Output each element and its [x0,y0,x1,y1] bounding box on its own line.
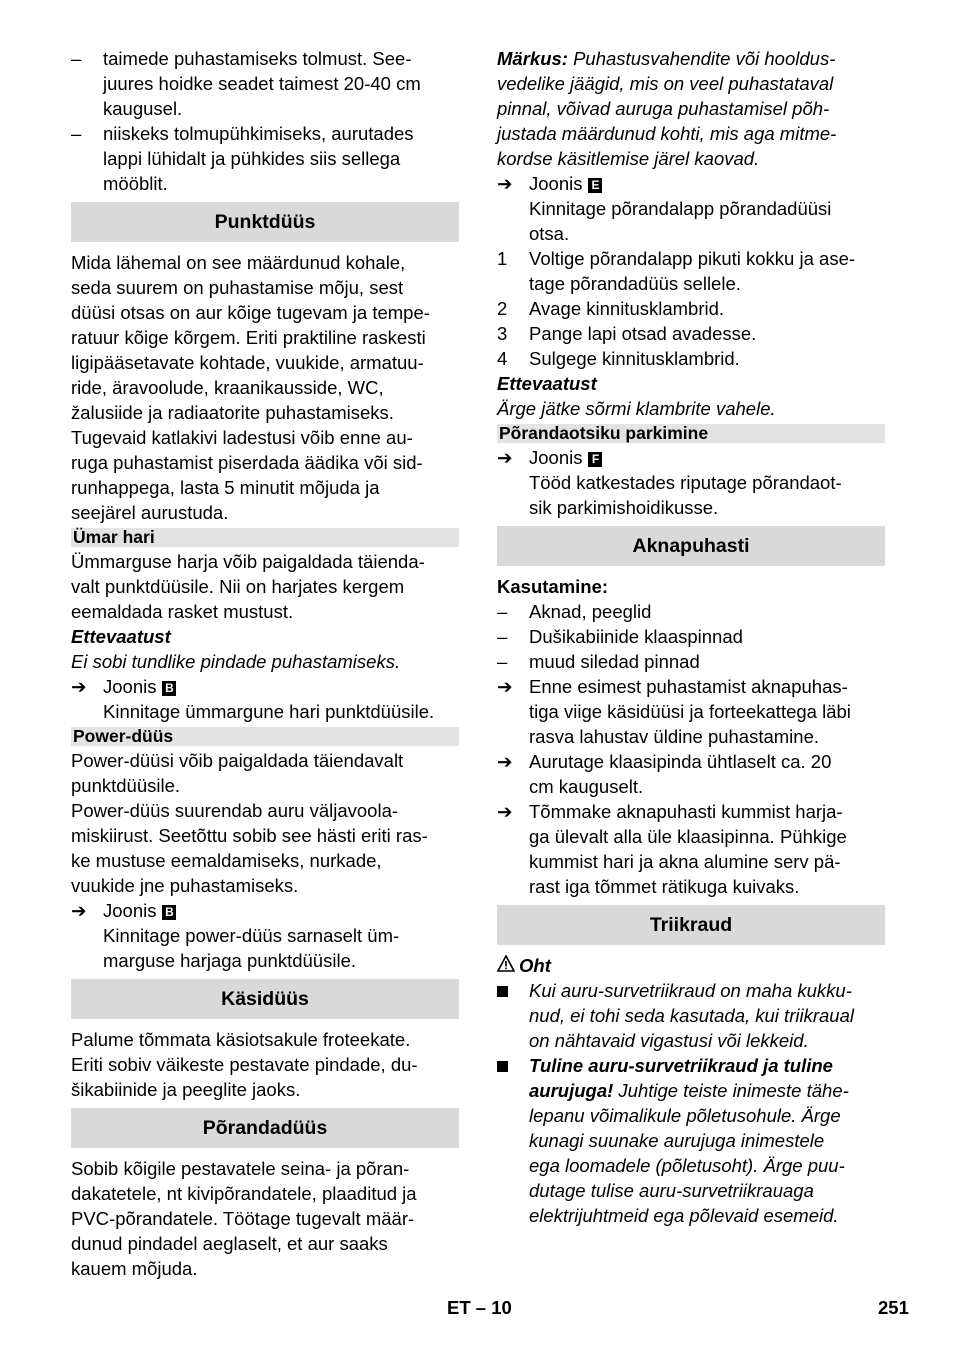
square-bullet-icon [497,1053,527,1078]
arrow-right-icon: ➔ [497,173,513,194]
list-item: 4 Sulgege kinnitusklambrid. [497,348,740,369]
warning-triangle-icon [497,953,519,978]
caution-text: Ei sobi tundlike pindade puhastamiseks. [71,651,401,672]
list-item: juures hoidke seadet taimest 20-40 cm [103,73,421,94]
arrow-right-icon: ➔ [71,900,87,921]
list-item: – Dušikabiinide klaaspinnad [497,626,743,647]
section-heading-punktduus: Punktdüüs [71,202,459,242]
figure-letter-badge: B [162,681,176,696]
subheading-parking: Põrandaotsiku parkimine [497,424,885,443]
section-heading-porandaduus: Põrandadüüs [71,1108,459,1148]
list-item: 2 Avage kinnitusklambrid. [497,298,725,319]
figure-ref: ➔ Joonis B [71,674,459,699]
section-heading-aknapuhasti: Aknapuhasti [497,526,885,566]
figure-letter-badge: B [162,905,176,920]
subheading-power-duus: Power-düüs [71,727,459,746]
subheading-umar-hari: Ümar hari [71,528,459,547]
arrow-right-icon: ➔ [497,801,513,822]
list-item: – Aknad, peeglid [497,601,652,622]
list-item: 1 Voltige põrandalapp pikuti kokku ja ase- [497,248,856,269]
list-item: lappi lühidalt ja pühkides siis sellega [103,148,401,169]
list-item: 3 Pange lapi otsad avadesse. [497,323,757,344]
figure-ref: ➔ Joonis E [497,171,885,196]
figure-letter-badge: F [588,452,602,467]
note: Märkus: Puhastusvahendite või hooldus- [497,48,836,69]
list-item: ➔ Enne esimest puhastamist aknapuhas- [497,676,848,697]
left-column: – taimede puhastamiseks tolmust. See- juures hoidke seadet taimest 20-40 cm kaugusel. – niiskeks tolmupühkimiseks, aurutades lappi lühidalt ja pühkides siis sellega mööblit. Punktdüüs Mida lähemal on see määrdunud kohale, seda suurem on puhastamise mõju, sest düüsi otsas on aur kõige tugevam ja tempe- ratuur kõige kõrgem. Eriti praktiline raskesti ligipääsetavate kohtade, vuukide, armatuu- ride, äravoolude, kraanikausside, WC, žalusiide ja radiaatorite puhastamiseks. Tugevaid katlakivi ladestusi võib enne au- ruga puhastamist piserdada äädika või sid- runhappega, lasta 5 minutit mõjuda ja seejärel aurustuda. Ümar hari Ümmarguse harja võib paigaldada täienda- valt punktdüüsile. Nii on harjates kergem eemaldada rasket mustust. Ettevaatust Ei sobi tundlike pindade puhastamiseks. ➔ Joonis B Kinnitage ümmargune hari punktdüüsile. Power-düüs Power-düüsi võib paigaldada täiendavalt punktdüüsile. Power-düüs suurendab auru väljavoola- miskiirust. Seetõttu sobib see hästi eriti ras- ke mustuse eemaldamiseks, nurkade, vuukide jne puhastamiseks. ➔ Joonis B Kinnitage power-düüs sarnaselt üm- marguse harjaga punktdüüsile. Käsidüüs Palume tõmmata käsiotsakule froteekate. Eriti sobiv väikeste pestavate pindade, du- šikabiinide ja peeglite jaoks. Põrandadüüs Sobib kõigile pestavatele seina- ja põran- dakatetele, nt kivipõrandatele, plaaditud ja PVC-põrandatele. Töötage tugevalt määr- dunud pindadel aeglaselt, et aur saaks kauem mõjuda. [71,46,459,1281]
arrow-right-icon: ➔ [71,676,87,697]
punktduus-text: Mida lähemal on see määrdunud kohale, seda suurem on puhastamise mõju, sest düüsi otsas on aur kõige tugevam ja tempe- ratuur kõige kõrgem. Eriti praktiline raskesti ligipääsetavate kohtade, vuukide, armatuu- ride, äravoolude, kraanikausside, WC, žalusiide ja radiaatorite puhastamiseks. Tugevaid katlakivi ladestusi võib enne au- ruga puhastamist piserdada äädika või sid- runhappega, lasta 5 minutit mõjuda ja seejärel aurustuda. [71,252,430,523]
list-item: mööblit. [103,173,168,194]
list-item: kaugusel. [103,98,183,119]
danger-label: Oht [497,953,885,978]
figure-ref: ➔ Joonis B [71,898,459,923]
footer-section: ET – 10 [447,1297,512,1318]
list-item: ➔ Aurutage klaasipinda ühtlaselt ca. 20 [497,751,832,772]
figure-letter-badge: E [588,178,602,193]
list-item: ➔ Tõmmake aknapuhasti kummist harja- [497,801,843,822]
arrow-right-icon: ➔ [497,676,513,697]
section-heading-triikraud: Triikraud [497,905,885,945]
caution-title: Ettevaatust [71,626,171,647]
caution-title: Ettevaatust [497,373,597,394]
usage-label: Kasutamine: [497,576,609,597]
list-item: – muud siledad pinnad [497,651,700,672]
list-item: Tuline auru-survetriikraud ja tuline [497,1053,885,1078]
right-column: Märkus: Puhastusvahendite või hooldus- vedelike jäägid, mis on veel puhastataval pinnal, võivad auruga puhastamisel põh- justada määrdunud kohti, mis aga mitme- kordse käsitlemise järel kaovad. ➔ Joonis E Kinnitage põrandalapp põrandadüüsi otsa. 1 Voltige põrandalapp pikuti kokku ja ase- tage põrandadüüs sellele. 2 Avage kinnitusklambrid. 3 Pange lapi otsad avadesse. 4 Sulgege kinnitusklambrid. Ettevaatust Ärge jätke sõrmi klambrite vahele. Põrandaotsiku parkimine ➔ Joonis F Tööd katkestades riputage põrandaot- sik parkimishoidikusse. Aknapuhasti Kasutamine: – Aknad, peeglid – Dušikabiinide klaaspinnad – muud siledad pinnad ➔ Enne esimest puhastamist aknapuhas- tiga viige käsidüüsi ja forteekattega läbi rasva lahustav üldine puhastamine. ➔ Aurutage klaasipinda ühtlaselt ca. 20 cm kauguselt. ➔ Tõmmake aknapuhasti kummist harja- ga ülevalt alla üle klaasipinna. Pühkige kummist hari ja akna alumine serv pä- rast iga tõmmet rätikuga kuivaks. Triikraud Oht Kui auru-survetriikraud on maha kukku- nud, ei tohi seda kasutada, kui triikraual on nähtavaid vigastusi või lekkeid. Tuline auru-survetriikraud ja tuline aurujuga! Juhtige teiste inimeste tähe- lepanu võimalikule põletusohule. Ärge kunagi suunake aurujuga inimestele ega loomadele (põletusoht). Ärge puu- dutage tulise auru-survetriikrauaga elektrijuhtmeid ega põlevaid esemeid. [497,46,885,1228]
arrow-right-icon: ➔ [497,447,513,468]
list-item: – niiskeks tolmupühkimiseks, aurutades [71,123,414,144]
square-bullet-icon [497,978,527,1003]
list-item: – taimede puhastamiseks tolmust. See- [71,48,412,69]
arrow-right-icon: ➔ [497,751,513,772]
section-heading-kasiduus: Käsidüüs [71,979,459,1019]
figure-ref: ➔ Joonis F [497,445,885,470]
list-item: Kui auru-survetriikraud on maha kukku- [497,978,885,1003]
page-number: 251 [878,1297,909,1318]
caution-text: Ärge jätke sõrmi klambrite vahele. [497,398,776,419]
